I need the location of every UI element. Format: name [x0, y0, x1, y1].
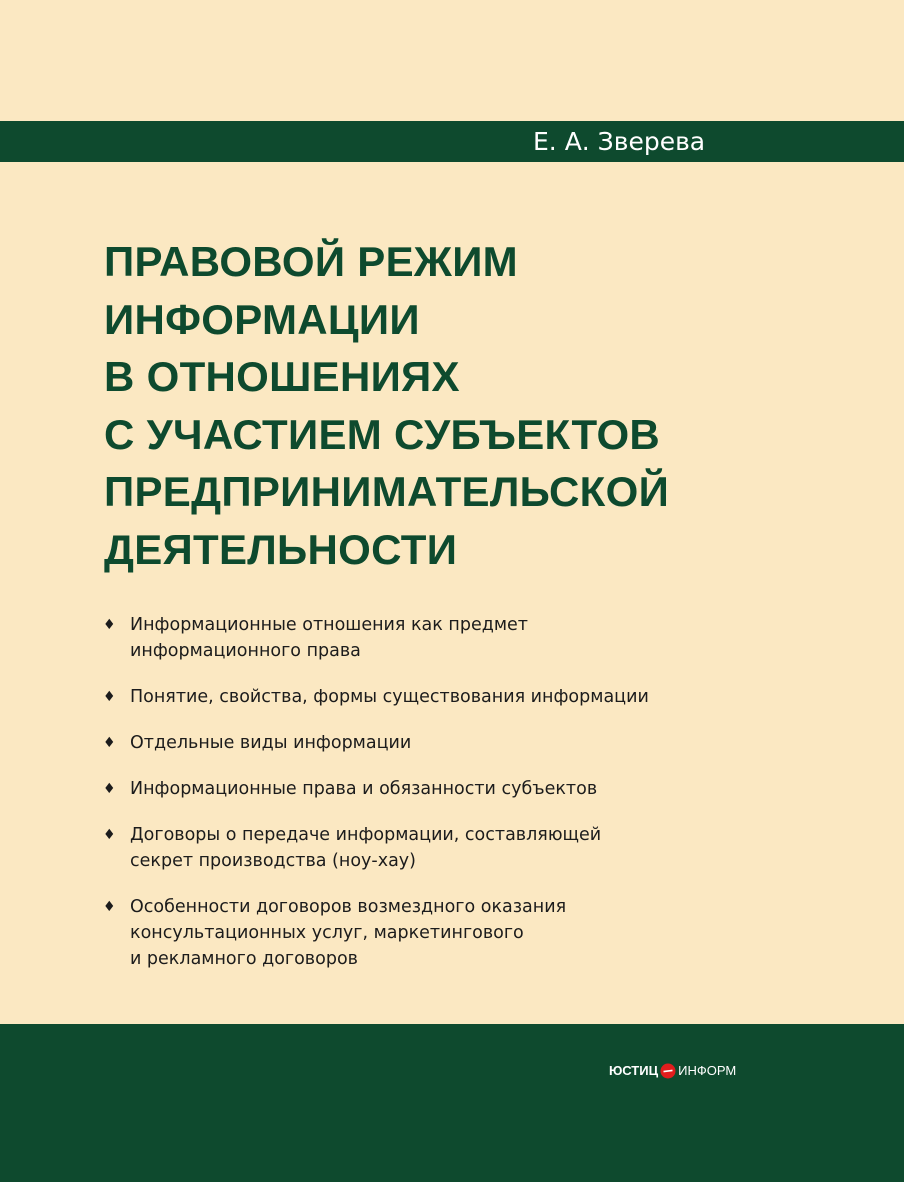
diamond-bullet-icon: ♦: [103, 617, 116, 633]
publisher-name-left: ЮСТИЦ: [609, 1063, 659, 1078]
feature-list: [103, 612, 649, 972]
feature-item: [103, 730, 649, 756]
title-line: ИНФОРМАЦИИ: [104, 295, 420, 343]
feature-text: секрет производства (ноу-хау): [130, 851, 416, 871]
feature-text: Информационные права и обязанности субъектов: [130, 779, 598, 799]
feature-item: [103, 822, 649, 874]
feature-text: Договоры о передаче информации, составляющей: [130, 825, 602, 845]
feature-item: [103, 684, 649, 710]
red-circle-logo-icon: [660, 1063, 676, 1079]
diamond-bullet-icon: ♦: [103, 899, 116, 915]
title-line: В ОТНОШЕНИЯХ: [104, 353, 460, 400]
title-line: ДЕЯТЕЛЬНОСТИ: [104, 525, 458, 573]
diamond-bullet-icon: ♦: [103, 735, 116, 751]
feature-item: [103, 612, 649, 664]
book-title: [104, 233, 669, 578]
feature-text: информационного права: [130, 641, 361, 661]
feature-item: [103, 776, 649, 802]
feature-text: Особенности договоров возмездного оказания: [130, 897, 567, 917]
diamond-bullet-icon: ♦: [103, 781, 116, 797]
title-line: ПРЕДПРИНИМАТЕЛЬСКОЙ: [104, 468, 670, 515]
diamond-bullet-icon: ♦: [103, 827, 116, 843]
diamond-bullet-icon: ♦: [103, 689, 116, 705]
feature-text: Отдельные виды информации: [130, 733, 412, 753]
feature-item: [103, 894, 649, 972]
feature-text: Информационные отношения как предмет: [130, 615, 528, 635]
author-name: Е. А. Зверева: [533, 127, 706, 156]
title-line: ПРАВОВОЙ РЕЖИМ: [104, 238, 518, 285]
publisher-name-right: ИНФОРМ: [678, 1063, 737, 1078]
author-band: [0, 121, 904, 162]
publisher-logo: [609, 1062, 736, 1080]
feature-text: и рекламного договоров: [130, 949, 358, 969]
feature-text: Понятие, свойства, формы существования информации: [130, 687, 649, 707]
publisher-band: [0, 1024, 904, 1182]
title-line: С УЧАСТИЕМ СУБЪЕКТОВ: [104, 410, 661, 458]
feature-text: консультационных услуг, маркетингового: [130, 923, 524, 943]
